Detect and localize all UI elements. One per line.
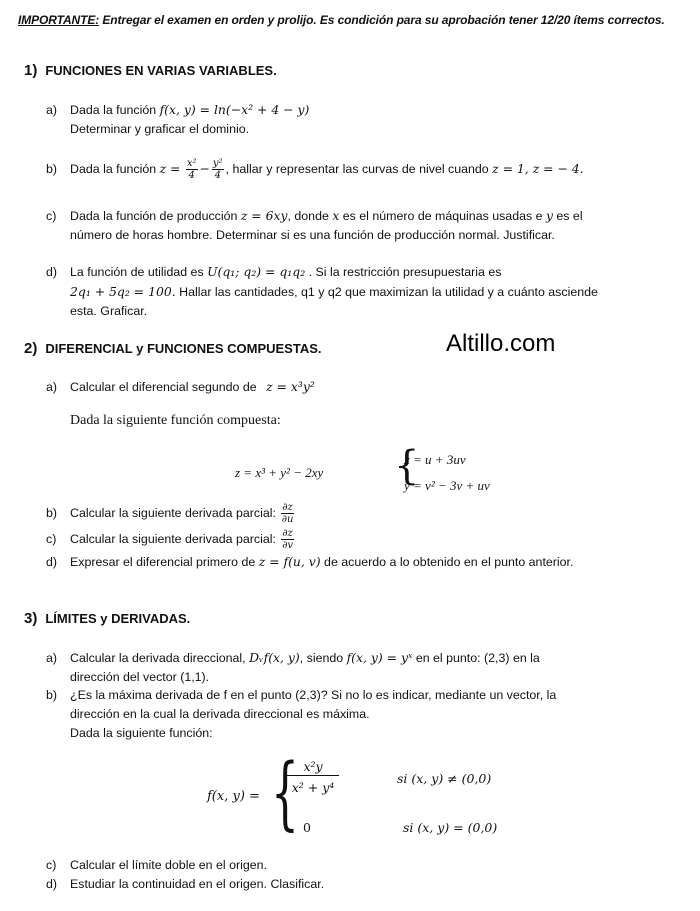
zero-value: 0 — [303, 820, 311, 835]
item-3a: a) Calcular la derivada direccional, Dᵥf(x, y), siendo f(x, y) = yˣ en el punto: (2,3) en la dirección del vector (1,1). — [46, 650, 540, 684]
left-brace: { — [271, 746, 299, 839]
math-expression: z = — [159, 160, 181, 176]
item-label: a) — [46, 651, 58, 665]
item-label: a) — [46, 103, 58, 117]
item-text: Dada la función de producción — [70, 209, 241, 223]
item-text: Expresar el diferencial primero de — [70, 555, 259, 569]
item-2b — [46, 502, 296, 525]
item-2d: d) Expresar el diferencial primero de z = f(u, v) de acuerdo a lo obtenido en el punto anterior. — [46, 552, 573, 572]
math-expression: f(x, y) = ln(−x² + 4 − y) — [159, 102, 310, 117]
section-title: FUNCIONES EN VARIAS VARIABLES. — [45, 63, 277, 78]
section-3-heading — [24, 610, 190, 627]
item-text: Dada la función — [70, 161, 160, 176]
fraction-numerator: x²y — [287, 759, 339, 776]
partial-derivative: $\frac{\partial z}{\partial v}$ — [282, 528, 294, 551]
item-text: número de horas hombre. Determinar si es una función de producción normal. Justificar. — [70, 228, 555, 242]
item-text: dirección en la cual la derivada direccional es máxima. — [70, 707, 370, 721]
item-text: Dada la función — [70, 103, 160, 117]
section-number: 3) — [24, 610, 38, 627]
item-3c — [46, 856, 267, 875]
item-label: b) — [46, 505, 58, 520]
math-expression: 2q₁ + 5q₂ = 100. — [70, 284, 176, 299]
item-label: d) — [46, 265, 58, 279]
math-expression: f(x, y) = yˣ — [346, 650, 413, 665]
math-expression: z = 1, z = − 4. — [492, 160, 584, 176]
piecewise-function — [207, 746, 527, 846]
section-title: LÍMITES y DERIVADAS. — [45, 611, 191, 626]
item-text: Dada la siguiente función: — [70, 726, 213, 740]
compound-intro: Dada la siguiente función compuesta: — [70, 413, 281, 428]
math-expression: U(q₁; q₂) = q₁q₂ — [207, 264, 306, 279]
item-label: b) — [46, 688, 58, 702]
item-text: Estudiar la continuidad en el origen. Clasificar. — [70, 877, 325, 891]
condition-zero: si (x, y) = (0,0) — [403, 820, 498, 835]
item-text: esta. Graficar. — [70, 304, 148, 318]
fraction: $\frac{\text{x²}}{4}$ — [186, 158, 197, 181]
y-equation: y = v² − 3v + uv — [404, 478, 490, 493]
item-label: a) — [46, 380, 58, 394]
item-label: c) — [46, 209, 57, 223]
item-3b — [46, 686, 556, 743]
item-label: b) — [46, 161, 58, 176]
item-text: ¿Es la máxima derivada de f en el punto (2,3)? Si no lo es indicar, mediante un vector, la — [70, 688, 557, 702]
section-title: DIFERENCIAL y FUNCIONES COMPUESTAS. — [45, 341, 322, 356]
item-text: Determinar y graficar el dominio. — [70, 122, 250, 136]
condition-nonzero: si (x, y) ≠ (0,0) — [397, 771, 492, 786]
compound-function: z = x³ + y² − 2xy — [235, 465, 324, 480]
section-number: 1) — [24, 62, 38, 79]
item-text: Calcular la derivada direccional, — [70, 651, 250, 665]
partial-derivative: $\frac{\partial z}{\partial u}$ — [281, 502, 294, 525]
item-1a — [46, 100, 309, 139]
math-expression: z = f(u, v) — [258, 554, 321, 569]
math-expression: z = x³y² — [266, 379, 315, 394]
item-text: La función de utilidad es — [70, 265, 208, 279]
item-text: , hallar y representar las curvas de nivel cuando — [225, 161, 493, 176]
exam-instructions — [18, 13, 665, 27]
item-text: Calcular el diferencial segundo de — [70, 380, 261, 394]
fraction-denominator: x² + y⁴ — [291, 780, 335, 795]
item-1c: c) Dada la función de producción z = 6xy, donde x es el número de máquinas usadas e y es el número de horas hombre. Determinar si es una función de producción normal. Justificar. — [46, 208, 583, 242]
item-text: dirección del vector (1,1). — [70, 670, 210, 684]
section-2-heading — [24, 340, 322, 357]
item-1d: d) La función de utilidad es U(q₁; q₂) = q₁q₂ . Si la restricción presupuestaria es 2q₁ + 5q₂ = 100. Hallar las cantidades, q1 y q2 que maximizan la utilidad y a cuánto asciende esta. Graficar. — [46, 264, 598, 318]
item-label: d) — [46, 877, 58, 891]
item-2a — [46, 377, 315, 397]
item-label: c) — [46, 858, 57, 872]
item-text: Calcular el límite doble en el origen. — [70, 858, 267, 872]
watermark: Altillo.com — [446, 330, 556, 357]
item-3d — [46, 875, 324, 894]
instructions-text: Entregar el examen en orden y prolijo. Es condición para su aprobación tener 12/20 ítems correctos. — [99, 13, 665, 27]
important-label: IMPORTANTE: — [18, 13, 100, 27]
item-1b: b) Dada la función z = $\frac{\text{x²}}{4}$ − $\frac{\text{y²}}{4}$ , hallar y representar las curvas de nivel cuando z = 1, z = − 4. — [46, 158, 584, 181]
item-2c — [46, 528, 296, 551]
function-lhs: f(x, y) = — [207, 789, 260, 804]
item-label: d) — [46, 555, 58, 569]
math-expression: z = 6xy — [240, 208, 288, 223]
item-label: c) — [46, 531, 57, 546]
math-expression: Dᵥf(x, y) — [249, 650, 300, 665]
item-text: Calcular la siguiente derivada parcial: — [70, 505, 280, 520]
section-number: 2) — [24, 340, 38, 357]
section-1-heading — [24, 62, 277, 79]
x-equation: x = u + 3uv — [404, 452, 466, 467]
fraction: $\frac{\text{y²}}{4}$ — [212, 158, 223, 181]
left-brace: { — [394, 443, 420, 489]
item-text: Calcular la siguiente derivada parcial: — [70, 531, 280, 546]
